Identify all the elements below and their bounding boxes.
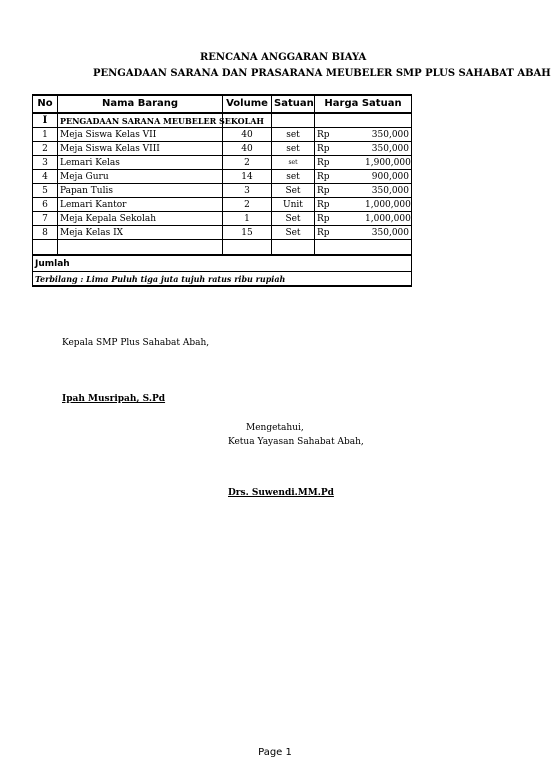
item-name: Lemari Kantor — [58, 198, 223, 212]
column-header-unit: Satuan — [272, 95, 315, 113]
table-row — [33, 226, 412, 240]
page-number: Page 1 — [258, 747, 292, 758]
table-row — [33, 142, 412, 156]
item-unit: set — [272, 156, 315, 170]
currency-label: Rp — [315, 212, 364, 226]
item-unit: Set — [272, 226, 315, 240]
item-price: 1,000,000 — [365, 213, 411, 224]
item-name: Lemari Kelas — [58, 156, 223, 170]
row-number: 1 — [33, 128, 58, 142]
total-row — [33, 255, 412, 272]
item-price: 1,900,000 — [365, 157, 411, 168]
row-number: 5 — [33, 184, 58, 198]
column-header-unit-price: Harga Satuan — [315, 95, 412, 113]
item-price: 900,000 — [363, 170, 412, 184]
currency-label: Rp — [315, 156, 364, 170]
item-volume: 2 — [223, 156, 272, 170]
item-price: 1,000,000 — [365, 199, 411, 210]
document-subtitle: PENGADAAN SARANA DAN PRASARANA MEUBELER SMP PLUS SAHABAT ABAH — [93, 68, 551, 79]
budget-table — [32, 94, 411, 287]
acknowledge-label: Mengetahui, — [246, 423, 304, 433]
item-unit: Unit — [272, 198, 315, 212]
item-volume: 3 — [223, 184, 272, 198]
document-title: RENCANA ANGGARAN BIAYA — [200, 52, 367, 63]
item-unit: Set — [272, 212, 315, 226]
row-number: 6 — [33, 198, 58, 212]
item-name: Meja Siswa Kelas VIII — [58, 142, 223, 156]
table-row — [33, 128, 412, 142]
principal-name: Ipah Musripah, S.Pd — [62, 394, 166, 404]
item-unit: set — [272, 142, 315, 156]
total-label: Jumlah — [33, 255, 412, 272]
table-header-row — [33, 95, 412, 113]
item-price: 350,000 — [363, 184, 412, 198]
currency-label: Rp — [315, 142, 364, 156]
currency-label: Rp — [315, 170, 364, 184]
column-header-volume: Volume — [223, 95, 272, 113]
item-volume: 15 — [223, 226, 272, 240]
table-row — [33, 198, 412, 212]
blank-row — [33, 240, 412, 256]
currency-label: Rp — [315, 128, 364, 142]
item-price: 350,000 — [363, 226, 412, 240]
item-name: Meja Kepala Sekolah — [58, 212, 223, 226]
item-volume: 40 — [223, 128, 272, 142]
currency-label: Rp — [315, 198, 364, 212]
currency-label: Rp — [315, 226, 364, 240]
item-unit: Set — [272, 184, 315, 198]
section-row — [33, 113, 412, 128]
currency-label: Rp — [315, 184, 364, 198]
row-number: 4 — [33, 170, 58, 184]
chair-title: Ketua Yayasan Sahabat Abah, — [228, 437, 364, 447]
item-unit: set — [272, 170, 315, 184]
table-row — [33, 212, 412, 226]
row-number: 7 — [33, 212, 58, 226]
amount-in-words-row — [33, 272, 412, 287]
item-volume: 40 — [223, 142, 272, 156]
table-row — [33, 156, 412, 170]
item-name: Meja Kelas IX — [58, 226, 223, 240]
row-number: 8 — [33, 226, 58, 240]
item-name: Meja Guru — [58, 170, 223, 184]
table-row — [33, 170, 412, 184]
row-number: 2 — [33, 142, 58, 156]
section-name: PENGADAAN SARANA MEUBELER SEKOLAH — [58, 113, 223, 128]
item-volume: 14 — [223, 170, 272, 184]
section-number: I — [33, 113, 58, 128]
item-price: 350,000 — [363, 128, 412, 142]
item-volume: 2 — [223, 198, 272, 212]
item-price: 350,000 — [363, 142, 412, 156]
item-name: Meja Siswa Kelas VII — [58, 128, 223, 142]
item-volume: 1 — [223, 212, 272, 226]
row-number: 3 — [33, 156, 58, 170]
item-unit: set — [272, 128, 315, 142]
column-header-no: No — [33, 95, 58, 113]
table-row — [33, 184, 412, 198]
amount-in-words: Terbilang : Lima Puluh tiga juta tujuh ratus ribu rupiah — [33, 272, 412, 287]
principal-title: Kepala SMP Plus Sahabat Abah, — [62, 338, 210, 348]
chair-name: Drs. Suwendi.MM.Pd — [228, 488, 334, 498]
column-header-name: Nama Barang — [58, 95, 223, 113]
item-name: Papan Tulis — [58, 184, 223, 198]
